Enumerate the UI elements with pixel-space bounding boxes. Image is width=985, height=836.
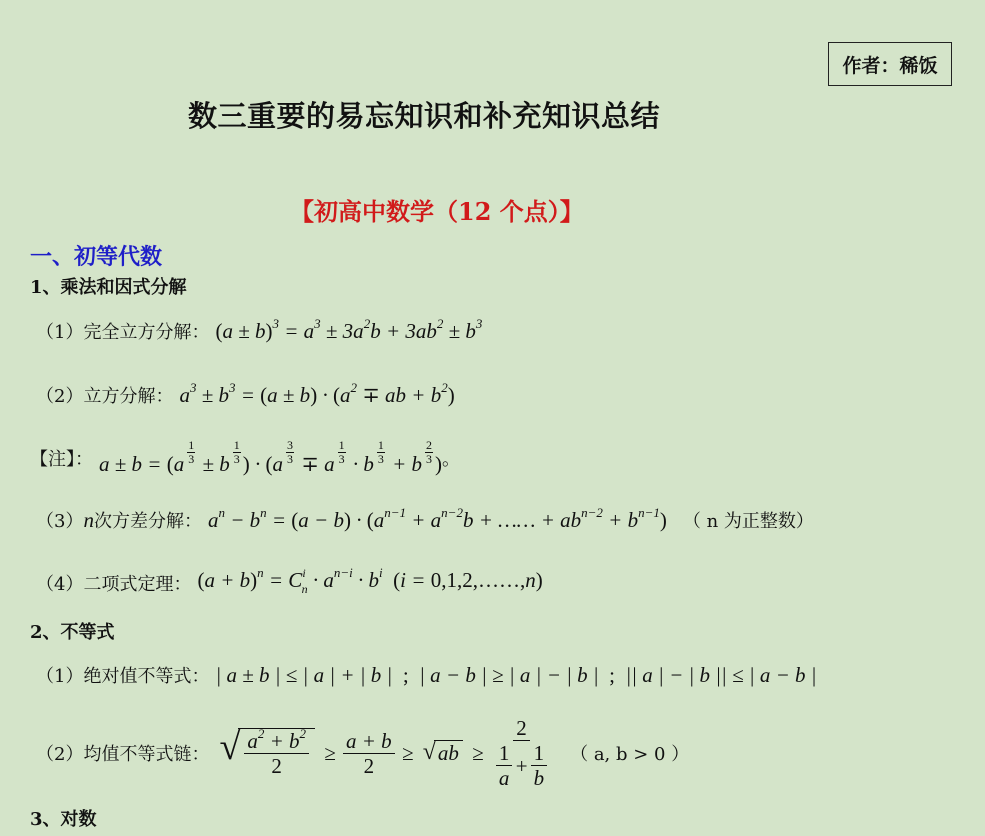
subtitle: 【初高中数学（12 个点）】 [290,197,584,226]
formula-row-3 [36,504,814,533]
formula-row-2 [36,379,455,408]
formula-tail: （ a, b > 0 ） [570,744,690,766]
note-label: 【注】： [30,448,93,470]
subsection-heading-2: 2、不等式 [30,622,115,643]
formula-label: （1）绝对值不等式： [36,666,210,687]
formula-label: 次方差分解： [93,511,202,532]
formula: $(a + b)^n = C^i_n \cdot a^{n-i} \cdot b^i$ (i = 0,1,2,……,n) [197,565,543,596]
note-tail: 。 [442,448,461,470]
formula-row-1 [36,315,483,344]
formula: a ± b = (a $\frac{1}{3}$ ± b $\frac{1}{3}$ ) · (a $\frac{3}{3}$ ∓ a $\frac{1}{3}$ · b $\frac{1}{3}$ + b $\frac{2}{3}$ ) [99,438,443,476]
formula: $a^n - b^n = (a - b) \cdot (a^{n-1} + a^{n-2}b$ + …… + $ab^{n-2} + b^{n-1}$) [207,504,667,532]
page-title: 数三重要的易忘知识和补充知识总结 [188,99,661,133]
section-heading: 一、初等代数 [30,244,163,270]
formula: | a ± b | ≤ | a | + | b | ; | a − b | ≥ | a | − | b | ; || a | − | b || ≤ | a − b | [215,662,817,687]
formula: √ $\frac{a^2 + b^2}{2}$ ≥ $\frac{a + b}{2}$ ≥ √ ab ≥ 2 $\frac{1}{a}$ + $\frac{1}{b}$ [215,716,554,790]
subsection-heading-1: 1、乘法和因式分解 [30,277,187,298]
formula-label: （1）完全立方分解： [36,322,210,343]
formula-label: （4）二项式定理： [36,573,192,595]
formula-row-4 [36,565,543,597]
formula-label: （2）立方分解： [36,386,174,407]
formula: $(a \pm b)^3 = a^3 \pm 3a^2b + 3ab^2 \pm b^3$ [215,315,483,343]
formula-row-5 [36,662,817,688]
formula-row-6 [36,716,689,790]
formula-label: （3） [36,511,84,532]
formula: $a^3 \pm b^3 = (a \pm b) \cdot (a^2$ ∓ ab + $b^2$) [179,379,455,407]
subsection-heading-3: 3、对数 [30,809,97,830]
variable-n: n [83,507,94,532]
formula-note [30,438,460,477]
formula-label: （2）均值不等式链： [36,744,210,766]
author-box: 作者：稀饭 [828,42,952,86]
formula-tail: （ n 为正整数） [682,511,814,532]
